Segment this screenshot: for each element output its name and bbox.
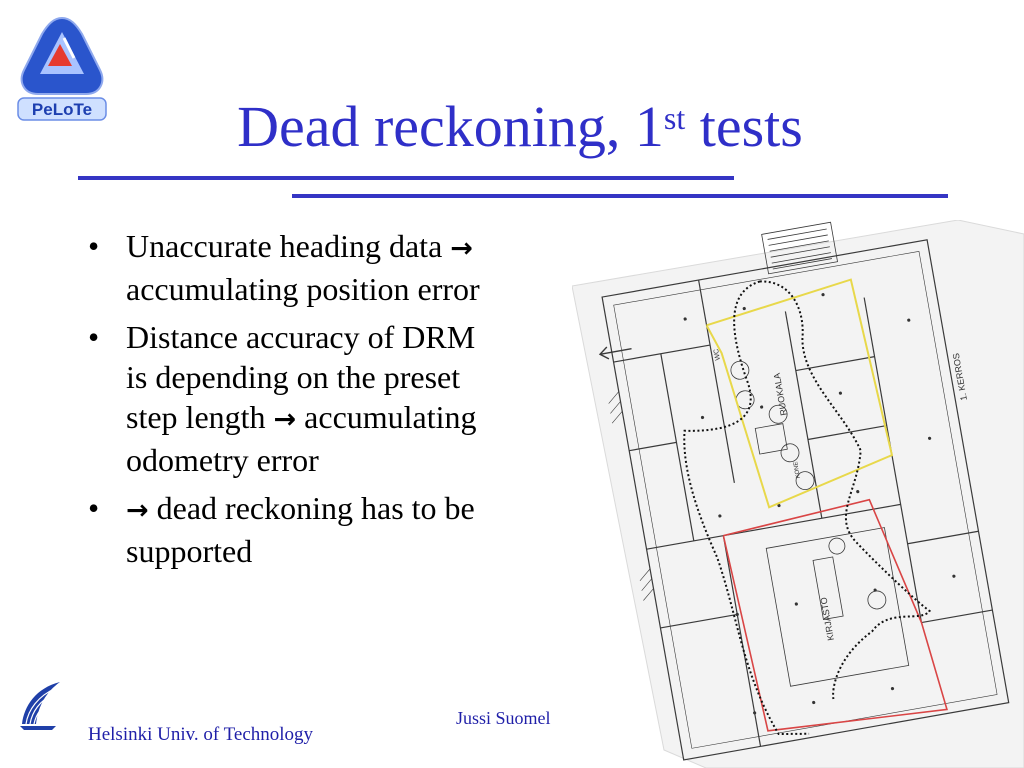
right-arrow-icon: → — [450, 233, 473, 264]
floor-plan-label: WC — [713, 348, 722, 361]
title-main: Dead reckoning, 1 — [237, 94, 664, 159]
bullet-dot: • — [88, 490, 100, 526]
bullet-item — [86, 488, 496, 571]
pelote-logo — [14, 14, 110, 124]
floor-plan-label: RUOKALA — [771, 372, 789, 417]
bullet-dot: • — [88, 319, 100, 355]
floor-plan-label: KIRJASTO — [818, 596, 836, 642]
bullet-item — [86, 226, 496, 309]
title-superscript: st — [663, 100, 686, 136]
bullet-text: Distance accuracy of DRM is depending on the preset step length — [126, 319, 476, 435]
right-arrow-icon: → — [126, 495, 149, 526]
floor-plan-image — [572, 220, 1024, 768]
slide-title — [180, 94, 860, 159]
title-rest: tests — [685, 94, 803, 159]
floor-plan-label: KONE — [793, 460, 802, 479]
pelote-logo-text: PeLoTe — [31, 100, 93, 119]
university-logo — [16, 678, 64, 730]
right-arrow-icon: → — [273, 404, 297, 435]
bullet-text: accumulating odometry error — [126, 399, 477, 478]
footer-institution: Helsinki Univ. of Technology — [88, 724, 314, 745]
bullet-text: accumulating position error — [126, 271, 480, 307]
footer-author: Jussi Suomel — [456, 708, 551, 728]
title-underline-upper — [78, 176, 734, 180]
title-underline-lower — [292, 194, 948, 198]
bullet-item — [86, 317, 496, 480]
bullet-text: dead reckoning has to be supported — [126, 490, 475, 569]
bullet-text: Unaccurate heading data — [126, 228, 451, 264]
bullet-list — [86, 226, 496, 579]
floor-plan-label: 1. KERROS — [950, 352, 969, 402]
bullet-dot: • — [88, 228, 100, 264]
